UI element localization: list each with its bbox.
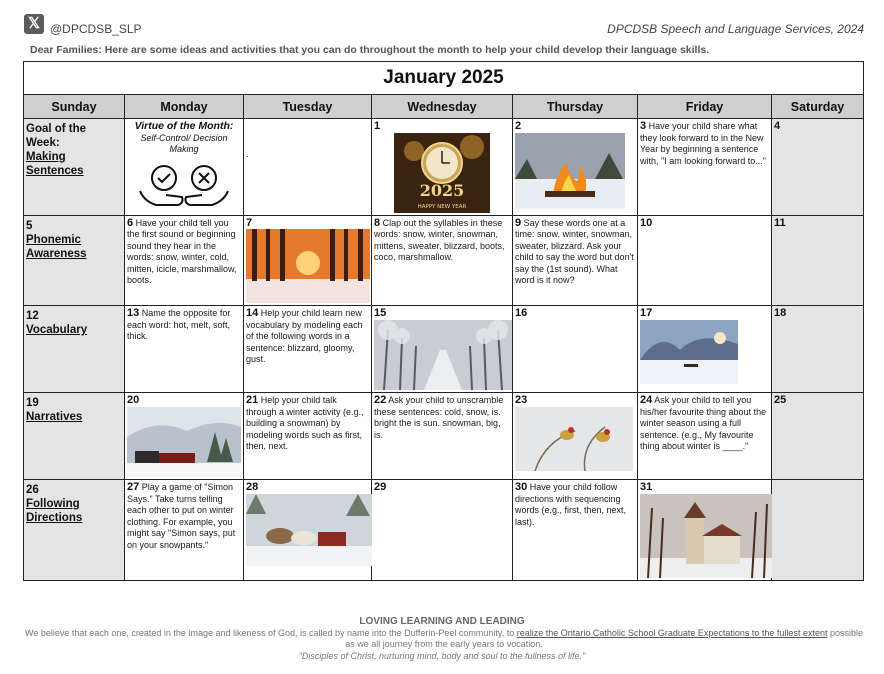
day-number: 25 [774,394,787,406]
day-number: 12 [26,310,39,322]
footer-quote: "Disciples of Christ, nurturing mind, body and soul to the fullness of life." [298,651,586,661]
day-number: 30 [515,481,528,493]
day-cell-13 [125,306,244,393]
day-cell-6 [125,215,244,306]
day-number: 15 [374,307,387,319]
virtue-title: Virtue of the Month: [134,120,234,132]
day-number: 26 [26,484,39,496]
day-cell-empty-saturday [772,480,864,581]
day-number: 17 [640,307,653,319]
day-header-monday: Monday [125,95,244,119]
calendar-table [23,61,864,581]
day-number: 8 [374,216,381,229]
day-cell-17 [638,306,772,393]
day-number: 13 [127,307,140,319]
footer-title: LOVING LEARNING AND LEADING [359,616,525,627]
day-number: 21 [246,394,259,406]
footer-text-part2: possible as we all journey from the early years to vocation. [345,628,863,649]
day-number: 1 [374,120,381,132]
day-cell-10 [638,215,772,306]
day-cell-25 [772,393,864,480]
week-row-4 [24,393,864,480]
day-number: 2 [515,120,522,132]
activity-text: Have your child tell you the first sound or beginning sound they hear in the words: snow, winter, cold, mitten, icicle, marshmallow, boots. [127,217,237,285]
day-number: 24 [640,394,653,406]
snowy-castle-image [640,494,772,578]
day-number: 16 [515,307,528,319]
day-cell-28 [244,480,372,581]
day-cell-16 [513,306,638,393]
day-number: 11 [774,216,786,229]
activity-text: Play a game of "Simon Says." Take turns telling each other to put on winter clothing. For example, you might say "Simon says, put on your snowpants." [127,482,236,550]
day-number: 29 [374,481,387,493]
day-cell-22 [372,393,513,480]
goal-label: Goal of the Week: [26,123,87,149]
day-number: 7 [246,216,253,229]
activity-text: Have your child share what they look forward to in the New Year by beginning a sentence with, "I am looking forward to..." [640,121,766,166]
horse-sleigh-image [246,494,372,566]
new-year-clock-image [394,133,490,213]
week-goal-cell [24,119,125,216]
day-cell-9 [513,215,638,306]
day-cell-2 [513,119,638,216]
day-number: 3 [640,120,647,132]
winter-train-image [127,407,241,477]
day-number: 18 [774,307,787,319]
day-cell-24 [638,393,772,480]
sunset-forest-image [246,229,370,303]
x-logo-icon[interactable]: 𝕏 [24,14,44,34]
day-number: 5 [26,219,33,232]
goal-name: Making Sentences [26,151,84,177]
day-cell-20 [125,393,244,480]
day-cell-1 [372,119,513,216]
day-cell-14 [244,306,372,393]
day-number: 23 [515,394,528,406]
day-number: 19 [26,397,39,409]
week-goal-cell [24,393,125,480]
virtue-cell [125,119,244,216]
day-header-tuesday: Tuesday [244,95,372,119]
day-cell-empty [244,119,372,216]
activity-text: Ask your child to unscramble these sentences: cold, snow, is. bright the is sun. snowman, big, is. [374,395,504,440]
week-goal-cell [24,215,125,306]
bonfire-snow-image [515,133,625,209]
goal-name: Phonemic Awareness [26,233,87,260]
graduate-expectations-link[interactable]: realize the Ontario Catholic School Graduate Expectations to the fullest extent [516,628,828,638]
activity-text: Clap out the syllables in these words: snow, winter, snowman, mittens, sweater, blizzard, boots, coco, marshmallow. [374,217,505,262]
day-cell-7 [244,215,372,306]
day-header-friday: Friday [638,95,772,119]
virtue-text: Self-Control/ Decision Making [140,132,228,154]
week-row-2 [24,215,864,306]
day-cell-3 [638,119,772,216]
day-cell-29 [372,480,513,581]
day-cell-21 [244,393,372,480]
clock-year-text: 2025 [419,180,465,200]
day-cell-23 [513,393,638,480]
goal-name: Narratives [26,411,83,423]
day-number: 27 [127,481,140,493]
day-number: 14 [246,307,259,319]
day-number: 28 [246,481,259,493]
day-cell-18 [772,306,864,393]
activity-text: Have your child follow directions with sequencing words (e.g., first, then, next, last). [515,482,627,527]
day-cell-30 [513,480,638,581]
activity-text: Help your child talk through a winter activity (e.g., building a snowman) by modeling words such as first, then, next. [246,395,364,451]
intro-text: Dear Families: Here are some ideas and activities that you can do throughout the month to help your child develop their language skills. [30,44,710,56]
activity-text: Help your child learn new vocabulary by modeling each of the following words in a sentence: blizzard, gloomy, gust. [246,308,363,364]
day-number: 6 [127,216,134,229]
day-number: 31 [640,481,653,493]
day-header-sunday: Sunday [24,95,125,119]
social-handle[interactable]: @DPCDSB_SLP [50,22,142,36]
goal-name: Vocabulary [26,324,88,336]
day-cell-11 [772,215,864,306]
day-number: 9 [515,216,522,229]
hands-holding-icon [134,161,234,211]
footer-text [24,628,864,650]
day-cell-4 [772,119,864,216]
goldfinch-image [515,407,633,471]
day-cell-15 [372,306,513,393]
week-row-3 [24,306,864,393]
top-bar [24,12,864,34]
clock-banner-text: HAPPY NEW YEAR [417,203,467,210]
goal-name: Following Directions [26,498,83,524]
footer-text-part1: We believe that each one, created in the image and likeness of God, is called by name into the Dufferin-Peel community, to [25,628,517,638]
snowy-tree-lane-image [374,320,512,390]
day-header-thursday: Thursday [513,95,638,119]
stray-dot: . [246,149,249,159]
day-number: 10 [640,216,653,229]
day-cell-8 [372,215,513,306]
activity-text: Ask your child to tell you his/her favourite thing about the winter season using a full sentence. (e.g., My favourite thing about winter is ____." [640,395,767,451]
week-goal-cell [24,306,125,393]
day-header-wednesday: Wednesday [372,95,513,119]
day-number: 20 [127,394,140,406]
month-title: January 2025 [24,62,864,95]
day-cell-31 [638,480,772,581]
snowy-park-image [640,320,738,384]
week-goal-cell [24,480,125,581]
week-row-5 [24,480,864,581]
day-cell-27 [125,480,244,581]
organization-name: DPCDSB Speech and Language Services, 2024 [607,22,864,36]
day-number: 4 [774,120,781,132]
day-number: 22 [374,394,387,406]
day-header-saturday: Saturday [772,95,864,119]
activity-text: Say these words one at a time: snow, winter, snowman, sweater, blizzard. Ask your child to say the word but don't say the (1st sound). What word is it now? [515,217,634,285]
week-row-1 [24,119,864,216]
activity-text: Name the opposite for each word: hot, melt, soft, thick. [127,308,231,341]
